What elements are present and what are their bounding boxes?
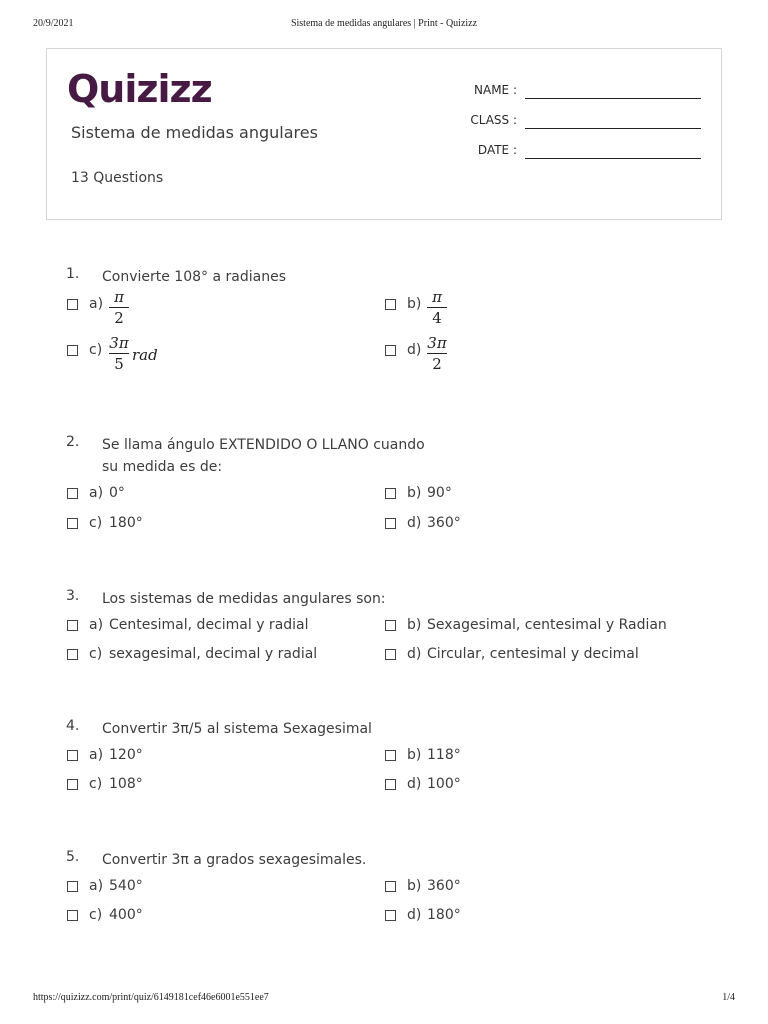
option-value: 100° [427,776,461,792]
option-value: 360° [427,878,461,894]
option-letter: c) [89,646,103,662]
option-value: 118° [427,747,461,763]
question-number: 2. [66,434,80,450]
option-letter: b) [407,617,422,633]
print-date: 20/9/2021 [33,18,74,29]
checkbox[interactable] [67,750,78,761]
option-letter: d) [407,907,422,923]
quizizz-logo: Quizizz [67,67,212,111]
option-letter: c) [89,342,103,358]
checkbox[interactable] [67,620,78,631]
name-line[interactable] [525,98,701,99]
fraction-bar [427,307,447,308]
checkbox[interactable] [385,518,396,529]
option-value: sexagesimal, decimal y radial [109,646,318,662]
option-letter: a) [89,747,104,763]
question-text: Convertir 3π/5 al sistema Sexagesimal [102,721,372,737]
print-title: Sistema de medidas angulares | Print - Quizizz [290,18,478,29]
option-value: 400° [109,907,143,923]
question-number: 4. [66,718,80,734]
option-letter: d) [407,646,422,662]
option-letter: d) [407,515,422,531]
question-3 [66,588,706,678]
question-count: 13 Questions [71,170,164,186]
question-2 [66,434,706,544]
question-text: Convierte 108° a radianes [102,269,286,285]
date-label: DATE : [477,143,517,157]
option-value: Circular, centesimal y decimal [427,646,639,662]
option-value: 180° [427,907,461,923]
option-letter: c) [89,776,103,792]
question-1 [66,266,706,386]
numerator: π [432,288,442,306]
option-value: Sexagesimal, centesimal y Radian [427,617,667,633]
checkbox[interactable] [385,488,396,499]
option-letter: a) [89,296,104,312]
option-letter: c) [89,907,103,923]
checkbox[interactable] [67,779,78,790]
option-letter: b) [407,296,422,312]
question-5 [66,849,706,939]
date-field[interactable] [441,143,701,163]
option-letter: b) [407,747,422,763]
checkbox[interactable] [67,649,78,660]
checkbox[interactable] [67,910,78,921]
checkbox[interactable] [67,345,78,356]
numerator: 3π [427,334,447,352]
question-text: Convertir 3π a grados sexagesimales. [102,852,367,868]
option-letter: c) [89,515,103,531]
option-letter: a) [89,485,104,501]
checkbox[interactable] [67,488,78,499]
quiz-title: Sistema de medidas angulares [71,123,318,142]
checkbox[interactable] [67,881,78,892]
numerator: 3π [109,334,129,352]
option-letter: a) [89,878,104,894]
fraction [109,334,129,373]
option-value: 90° [427,485,452,501]
numerator: π [114,288,124,306]
name-field[interactable] [441,83,701,103]
checkbox[interactable] [385,779,396,790]
fraction [427,288,447,327]
option-value: Centesimal, decimal y radial [109,617,309,633]
fraction [427,334,447,373]
quiz-header [46,48,722,220]
fraction [109,288,129,327]
checkbox[interactable] [385,881,396,892]
print-header [0,18,768,32]
denominator: 2 [432,355,442,373]
checkbox[interactable] [385,649,396,660]
option-letter: b) [407,878,422,894]
checkbox[interactable] [385,620,396,631]
option-letter: d) [407,776,422,792]
question-text: Los sistemas de medidas angulares son: [102,591,386,607]
option-value: 180° [109,515,143,531]
option-letter: a) [89,617,104,633]
denominator: 4 [432,309,442,327]
print-footer [0,992,768,1006]
denominator: 5 [114,355,124,373]
option-letter: b) [407,485,422,501]
print-url: https://quizizz.com/print/quiz/6149181cef46e6001e551ee7 [33,992,269,1003]
class-label: CLASS : [470,113,517,127]
question-4 [66,718,706,808]
question-number: 5. [66,849,80,865]
denominator: 2 [114,309,124,327]
option-letter: d) [407,342,422,358]
date-line[interactable] [525,158,701,159]
fraction-bar [109,353,129,354]
page-number: 1/4 [722,992,735,1003]
option-value: 108° [109,776,143,792]
name-label: NAME : [474,83,517,97]
fraction-bar [427,353,447,354]
checkbox[interactable] [67,299,78,310]
checkbox[interactable] [67,518,78,529]
option-value: 540° [109,878,143,894]
question-text: Se llama ángulo EXTENDIDO O LLANO cuando su medida es de: [102,437,425,475]
checkbox[interactable] [385,910,396,921]
option-value: 0° [109,485,125,501]
class-line[interactable] [525,128,701,129]
question-number: 3. [66,588,80,604]
checkbox[interactable] [385,345,396,356]
option-value: 360° [427,515,461,531]
checkbox[interactable] [385,750,396,761]
class-field[interactable] [441,113,701,133]
question-number: 1. [66,266,80,282]
option-value: 120° [109,747,143,763]
checkbox[interactable] [385,299,396,310]
unit-suffix: rad [132,346,158,364]
fraction-bar [109,307,129,308]
